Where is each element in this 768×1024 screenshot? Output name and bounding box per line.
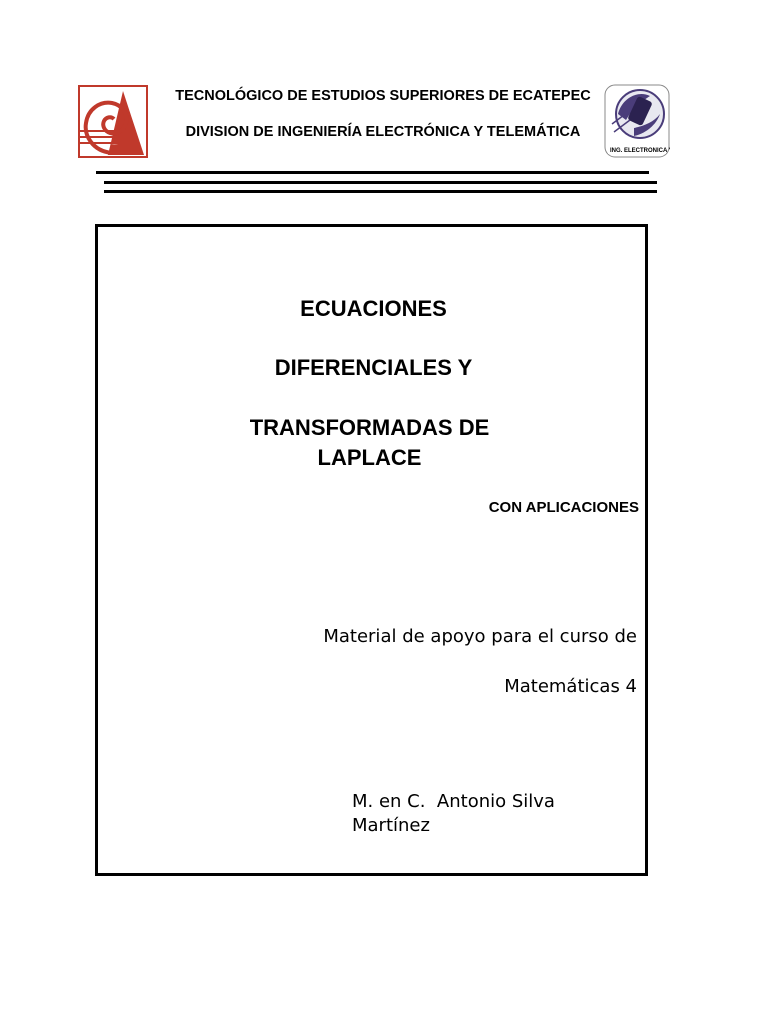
subtitle: CON APLICACIONES [488, 499, 639, 516]
title-line-1: ECUACIONES [300, 296, 447, 321]
header-rule-2 [104, 181, 657, 184]
logo-caption: ING. ELECTRONICA Y [610, 148, 670, 154]
institution-name: TECNOLÓGICO DE ESTUDIOS SUPERIORES DE ECATEPEC [175, 88, 591, 104]
author-line-2: Martínez [352, 815, 430, 836]
title-line-3: TRANSFORMADAS DE [249, 415, 490, 440]
course-name: Matemáticas 4 [504, 676, 637, 697]
ing-electronica-logo [604, 84, 670, 158]
division-name: DIVISION DE INGENIERÍA ELECTRÓNICA Y TELEMÁTICA [185, 124, 581, 140]
title-line-4: LAPLACE [317, 445, 422, 470]
author [352, 790, 555, 838]
tese-logo-graphic [78, 85, 148, 158]
title-line-2: DIFERENCIALES Y [274, 355, 473, 380]
support-material-line: Material de apoyo para el curso de [323, 626, 637, 647]
header-rule-1 [96, 171, 649, 174]
cover-box [95, 224, 648, 876]
header-rule-3 [104, 190, 657, 193]
tese-logo [78, 85, 148, 158]
author-line-1: M. en C. Antonio Silva [352, 791, 555, 812]
ing-electronica-logo-graphic [604, 84, 670, 158]
